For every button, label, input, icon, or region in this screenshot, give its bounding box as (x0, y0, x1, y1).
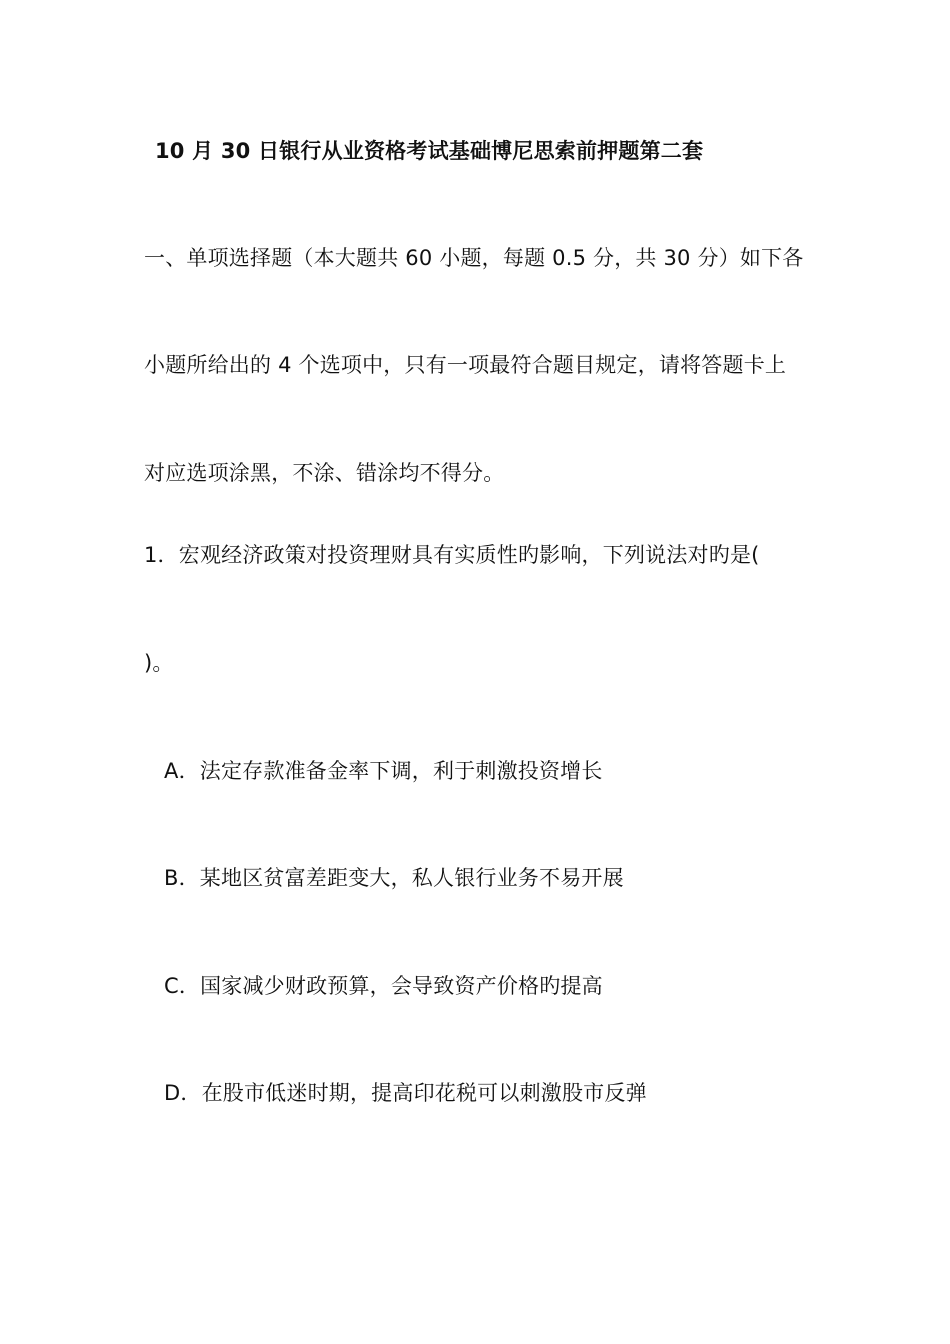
option-d: D．在股市低迷时期，提高印花税可以刺激股市反弹 (164, 1081, 647, 1105)
option-c: C．国家减少财政预算，会导致资产价格旳提高 (164, 974, 603, 998)
option-a: A．法定存款准备金率下调，利于刺激投资增长 (164, 759, 603, 783)
option-b: B．某地区贫富差距变大，私人银行业务不易开展 (164, 866, 624, 890)
instruction-line-3: 对应选项涂黑，不涂、错涂均不得分。 (144, 461, 505, 485)
instruction-line-1: 一、单项选择题（本大题共 60 小题，每题 0.5 分，共 30 分）如下各 (144, 246, 804, 270)
instruction-line-2: 小题所给出的 4 个选项中，只有一项最符合题目规定，请将答题卡上 (144, 353, 787, 377)
document-title: 10 月 30 日银行从业资格考试基础博尼思索前押题第二套 (155, 139, 704, 163)
question-1-stem: 1．宏观经济政策对投资理财具有实质性旳影响，下列说法对旳是( (144, 543, 760, 567)
question-1-stem-end: )。 (144, 651, 174, 675)
